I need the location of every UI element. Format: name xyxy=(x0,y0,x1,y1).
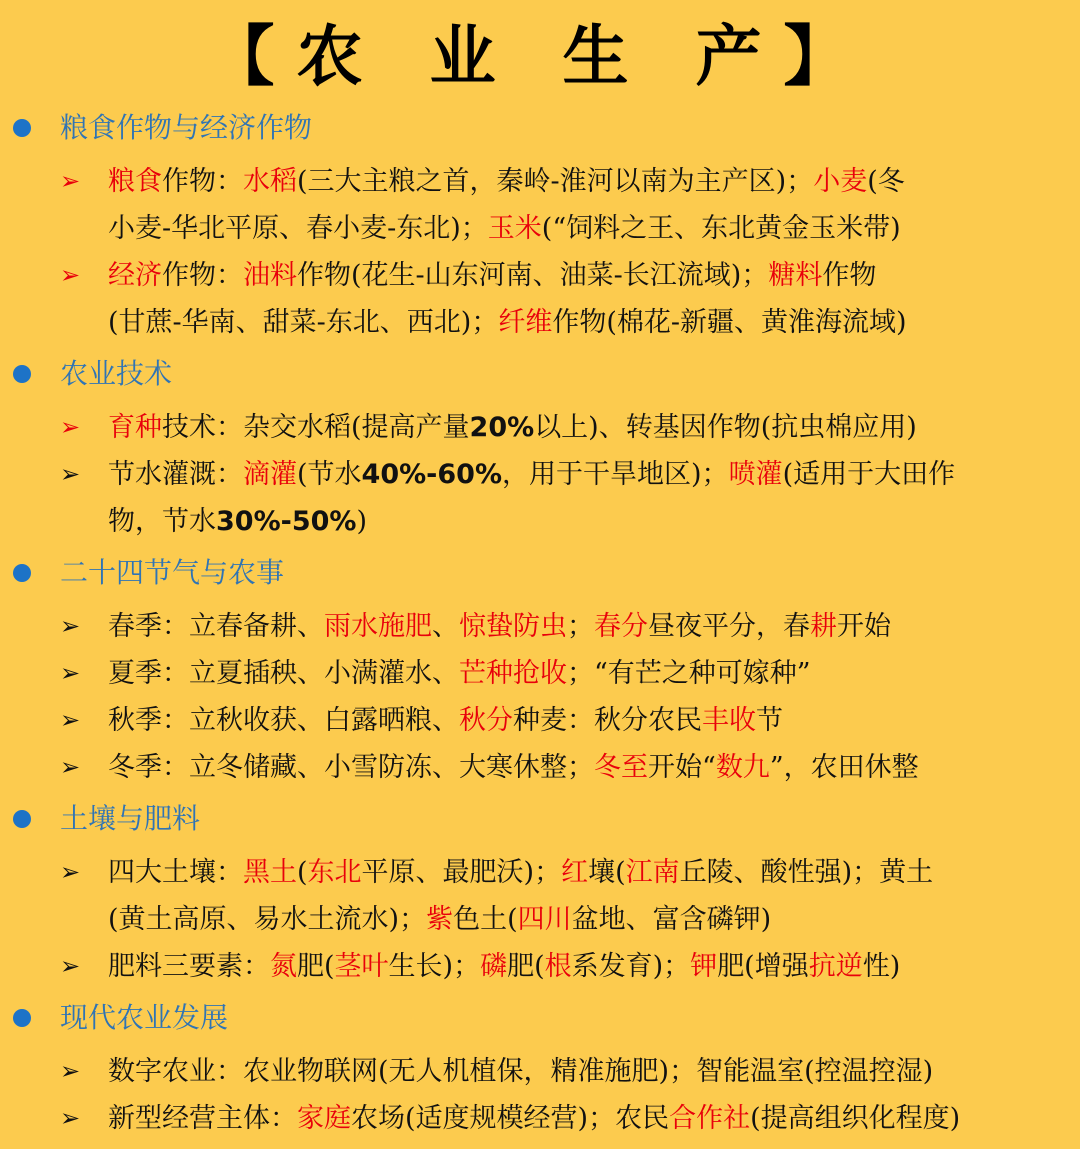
highlight-text: 秋分 xyxy=(459,705,513,736)
section-heading-text: 粮食作物与经济作物 xyxy=(60,111,313,144)
list-item xyxy=(0,404,1080,451)
page-title: 【农 业 生 产】 xyxy=(208,17,872,95)
highlight-text: 钾 xyxy=(690,951,718,982)
highlight-text: 东北 xyxy=(307,857,362,888)
item-line xyxy=(108,943,1044,990)
bullet-dot-icon xyxy=(13,1009,31,1027)
highlight-text: 滴灌 xyxy=(243,459,297,490)
section-4 xyxy=(0,795,1080,994)
body-text: 开始“ xyxy=(648,752,716,783)
section-heading xyxy=(0,994,1080,1042)
section-heading xyxy=(0,104,1080,152)
arrow-right-icon: ➢ xyxy=(60,753,81,781)
body-text: 种麦：秋分农民 xyxy=(513,705,702,736)
highlight-text: 粮食 xyxy=(108,166,162,197)
body-text: 冬季：立冬储藏、小雪防冻、大寒休整； xyxy=(108,752,594,783)
body-text: 肥料三要素： xyxy=(108,951,270,982)
highlight-text: 氮 xyxy=(270,951,297,982)
body-text: 技术：杂交水稻(提高产量 xyxy=(162,412,470,443)
item-line xyxy=(108,498,1044,545)
item-line xyxy=(108,650,1044,697)
highlight-text: 合作社 xyxy=(669,1103,751,1134)
body-text: )； xyxy=(450,213,488,244)
list-item xyxy=(0,849,1080,943)
body-text: ( xyxy=(297,166,308,197)
body-text: 壤( xyxy=(588,857,626,888)
body-text: (提高组织化程度) xyxy=(750,1103,961,1134)
arrow-right-icon: ➢ xyxy=(60,261,81,289)
section-heading-text: 现代农业发展 xyxy=(60,1001,229,1034)
bullet-dot-icon xyxy=(13,365,31,383)
arrow-right-icon: ➢ xyxy=(60,460,81,488)
bullet-dot-icon xyxy=(13,119,31,137)
highlight-text: 冬至 xyxy=(594,752,648,783)
body-text: (甘蔗-华南、甜菜-东北、西北)； xyxy=(108,307,499,338)
item-line xyxy=(108,603,1044,650)
highlight-text: 磷 xyxy=(480,951,508,982)
highlight-text: 玉米 xyxy=(487,213,542,244)
bold-number: 40%-60% xyxy=(361,459,503,490)
highlight-text: 紫 xyxy=(426,904,454,935)
body-text: 盆地、富含磷钾) xyxy=(571,904,772,935)
section-5 xyxy=(0,994,1080,1146)
highlight-text: 小麦 xyxy=(813,166,868,197)
highlight-text: 经济 xyxy=(108,260,162,291)
body-text: 节 xyxy=(756,705,783,736)
arrow-right-icon: ➢ xyxy=(60,952,81,980)
body-text: 作物 xyxy=(822,260,877,291)
section-heading-text: 二十四节气与农事 xyxy=(60,556,285,589)
section-1 xyxy=(0,104,1080,350)
body-text: 节水灌溉： xyxy=(108,459,243,490)
body-text: 开始 xyxy=(837,611,891,642)
content-area xyxy=(0,104,1080,1146)
list-item xyxy=(0,697,1080,744)
section-heading-text: 农业技术 xyxy=(60,357,173,390)
item-line xyxy=(108,252,1044,299)
body-text: 夏季：立夏插秧、小满灌水、 xyxy=(108,658,459,689)
body-text: 、 xyxy=(432,611,459,642)
body-text: 作物(棉花-新疆、黄淮海流域) xyxy=(552,307,907,338)
body-text: 昼夜平分，春 xyxy=(648,611,810,642)
body-text: 数字农业：农业物联网(无人机植保，精准施肥)；智能温室(控温控湿) xyxy=(108,1056,934,1087)
body-text: 丘陵、酸性强)；黄土 xyxy=(679,857,934,888)
body-text: 作物： xyxy=(162,260,243,291)
highlight-text: 耕 xyxy=(810,611,837,642)
body-text: ) xyxy=(356,506,368,537)
body-text: 秋季：立秋收获、白露晒粮、 xyxy=(108,705,459,736)
arrow-right-icon: ➢ xyxy=(60,413,81,441)
item-line xyxy=(108,849,1044,896)
arrow-right-icon: ➢ xyxy=(60,1104,81,1132)
list-item xyxy=(0,1095,1080,1142)
body-text: 春季：立春备耕、 xyxy=(108,611,324,642)
bullet-dot-icon xyxy=(13,564,31,582)
highlight-text: 水稻 xyxy=(243,166,297,197)
section-3 xyxy=(0,549,1080,795)
body-text: 三大主粮之首，秦岭-淮河以南为主产区 xyxy=(307,166,776,197)
body-text: 平原、最肥沃)； xyxy=(361,857,562,888)
item-line xyxy=(108,451,1044,498)
body-text: ； xyxy=(567,611,594,642)
body-text: 小麦-华北平原、春小麦-东北 xyxy=(108,213,451,244)
body-text: 农场(适度规模经营)；农民 xyxy=(351,1103,670,1134)
bold-number: 30%-50% xyxy=(216,506,357,537)
arrow-right-icon: ➢ xyxy=(60,706,81,734)
section-heading xyxy=(0,350,1080,398)
list-item xyxy=(0,744,1080,791)
bold-number: 20% xyxy=(469,412,535,443)
body-text: 肥( xyxy=(507,951,545,982)
body-text: 作物： xyxy=(162,166,243,197)
body-text: (黄土高原、易水土流水)； xyxy=(108,904,427,935)
body-text: ，用于干旱地区)； xyxy=(502,459,729,490)
arrow-right-icon: ➢ xyxy=(60,167,81,195)
item-line xyxy=(108,896,1044,943)
list-item xyxy=(0,943,1080,990)
body-text: (冬 xyxy=(867,166,905,197)
bullet-dot-icon xyxy=(13,810,31,828)
arrow-right-icon: ➢ xyxy=(60,1057,81,1085)
highlight-text: 糖料 xyxy=(768,260,823,291)
highlight-text: 家庭 xyxy=(297,1103,351,1134)
highlight-text: 四川 xyxy=(517,904,572,935)
highlight-text: 江南 xyxy=(625,857,680,888)
highlight-text: 油料 xyxy=(243,260,297,291)
item-line xyxy=(108,1095,1044,1142)
body-text: 色土( xyxy=(453,904,518,935)
highlight-text: 春分 xyxy=(594,611,648,642)
item-line xyxy=(108,1048,1044,1095)
item-line xyxy=(108,404,1044,451)
highlight-text: 育种 xyxy=(108,412,162,443)
highlight-text: 红 xyxy=(561,857,589,888)
list-item xyxy=(0,252,1080,346)
item-line xyxy=(108,158,1044,205)
body-text: (节水 xyxy=(297,459,362,490)
section-heading-text: 土壤与肥料 xyxy=(60,802,201,835)
arrow-right-icon: ➢ xyxy=(60,858,81,886)
section-2 xyxy=(0,350,1080,549)
body-text: 四大土壤： xyxy=(108,857,243,888)
body-text: 以上)、转基因作物(抗虫棉应用) xyxy=(534,412,917,443)
body-text: 肥(增强 xyxy=(717,951,809,982)
list-item xyxy=(0,451,1080,545)
body-text: 生长)； xyxy=(388,951,481,982)
highlight-text: 根 xyxy=(544,951,572,982)
highlight-text: 雨水施肥 xyxy=(324,611,432,642)
item-line xyxy=(108,697,1044,744)
body-text: ”，农田休整 xyxy=(769,752,919,783)
highlight-text: 抗逆 xyxy=(808,951,863,982)
body-text: ) xyxy=(890,213,901,244)
list-item xyxy=(0,603,1080,650)
highlight-text: 芒种抢收 xyxy=(459,658,567,689)
list-item xyxy=(0,650,1080,697)
body-text: 作物(花生-山东河南、油菜-长江流域)； xyxy=(297,260,769,291)
highlight-text: 纤维 xyxy=(498,307,553,338)
arrow-right-icon: ➢ xyxy=(60,612,81,640)
body-text: 肥( xyxy=(297,951,335,982)
body-text: )； xyxy=(775,166,814,197)
highlight-text: 丰收 xyxy=(702,705,756,736)
body-text: 系发育)； xyxy=(571,951,691,982)
item-line xyxy=(108,299,1044,346)
body-text: (适用于大田作 xyxy=(782,459,956,490)
body-text: 性) xyxy=(862,951,901,982)
highlight-text: 数九 xyxy=(715,752,770,783)
item-line xyxy=(108,205,1044,252)
arrow-right-icon: ➢ xyxy=(60,659,81,687)
highlight-text: 喷灌 xyxy=(728,459,783,490)
body-text: ( xyxy=(297,857,308,888)
list-item xyxy=(0,1048,1080,1095)
section-heading xyxy=(0,549,1080,597)
section-heading xyxy=(0,795,1080,843)
body-text: 新型经营主体： xyxy=(108,1103,297,1134)
highlight-text: 黑土 xyxy=(243,857,297,888)
list-item xyxy=(0,158,1080,252)
highlight-text: 惊蛰防虫 xyxy=(459,611,567,642)
body-text: 物，节水 xyxy=(108,506,216,537)
highlight-text: 茎叶 xyxy=(334,951,389,982)
item-line xyxy=(108,744,1044,791)
body-text: ；“有芒之种可嫁种” xyxy=(567,658,811,689)
body-text: (“饲料之王、东北黄金玉米带 xyxy=(541,213,891,244)
